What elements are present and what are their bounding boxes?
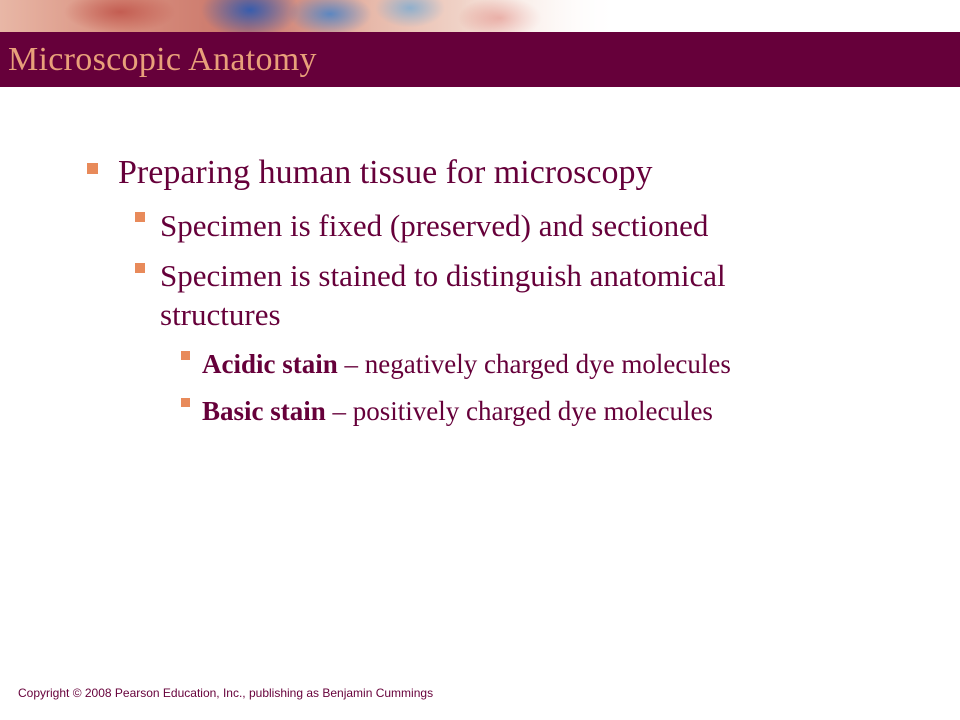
basic-stain-description: – positively charged dye molecules	[325, 396, 713, 426]
square-bullet-icon	[87, 163, 98, 174]
slide-title: Microscopic Anatomy	[8, 41, 317, 78]
square-bullet-icon	[181, 398, 190, 407]
copyright-footer: Copyright © 2008 Pearson Education, Inc., publishing as Benjamin Cummings	[18, 686, 434, 700]
square-bullet-icon	[181, 351, 190, 360]
micrograph-banner-image	[0, 0, 620, 34]
bullet-level2-fixed: Specimen is fixed (preserved) and sectioned	[160, 208, 709, 243]
term-basic-stain: Basic stain	[202, 396, 326, 426]
bullet-level2-stained: Specimen is stained to distinguish anatomical structures	[160, 258, 726, 332]
term-acidic-stain: Acidic stain	[202, 349, 338, 379]
bullet-level3-basic	[202, 394, 713, 428]
acidic-stain-description: – negatively charged dye molecules	[337, 349, 731, 379]
square-bullet-icon	[135, 212, 145, 222]
bullet-level1: Preparing human tissue for microscopy	[118, 154, 653, 191]
square-bullet-icon	[135, 263, 145, 273]
bullet-level3-acidic	[202, 347, 731, 381]
